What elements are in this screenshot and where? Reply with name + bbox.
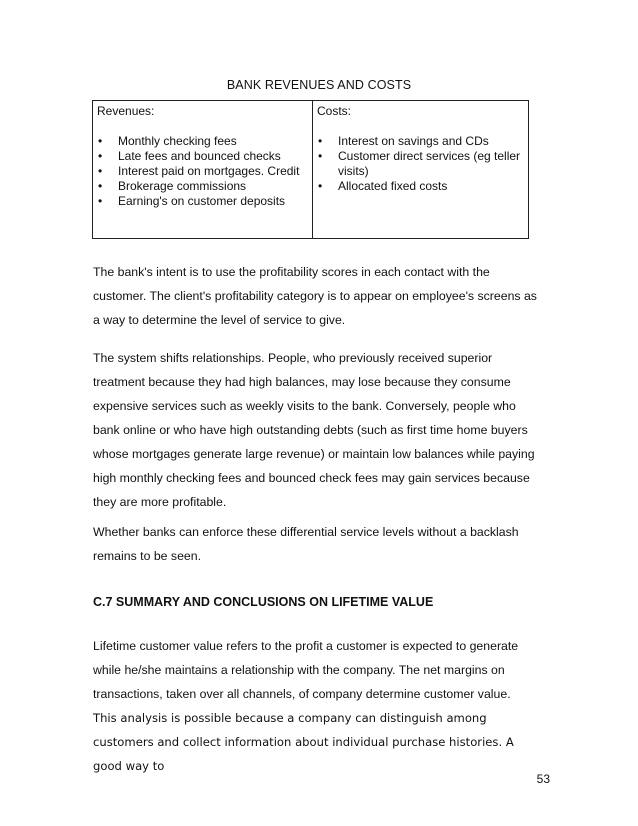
paragraph-profitability-intent: The bank's intent is to use the profitability scores in each contact with the customer. The client's profitability category is to appear on employee's screens as a way to determine the level of service to give. [93, 265, 537, 327]
costs-cell [313, 101, 528, 238]
costs-list [317, 134, 522, 194]
revenue-item: • Brokerage commissions [97, 179, 306, 194]
paragraph-lifetime-value: Lifetime customer value refers to the profit a customer is expected to generate while he/she maintains a relationship with the company. The net margins on transactions, taken over all channels, of company determine customer value. [93, 639, 519, 701]
paragraph-backlash: Whether banks can enforce these differential service levels without a backlash remains to be seen. [93, 525, 519, 563]
table-title: BANK REVENUES AND COSTS [226, 78, 412, 92]
cost-item: • Interest on savings and CDs [317, 134, 522, 149]
revenue-item: • Earning's on customer deposits [97, 194, 306, 209]
revenues-cell [93, 101, 313, 238]
revenue-item: • Interest paid on mortgages. Credit [97, 164, 306, 179]
revenue-item: • Late fees and bounced checks [97, 149, 306, 164]
cost-item: • Customer direct services (eg teller visits) [317, 149, 522, 179]
revenues-list [97, 134, 306, 209]
revenues-heading: Revenues: [97, 104, 155, 118]
revenue-item: • Monthly checking fees [97, 134, 306, 149]
costs-heading: Costs: [317, 104, 352, 118]
revenues-costs-table [92, 100, 529, 239]
section-heading: C.7 SUMMARY AND CONCLUSIONS ON LIFETIME VALUE [93, 595, 434, 609]
page-number: 53 [536, 772, 550, 786]
paragraph-shifting-relationships: The system shifts relationships. People, who previously received superior treatment because they had high balances, may lose because they consume expensive services such as weekly visits to the bank. Conversely, people who bank online or who have high outstanding debts (such as first time home buyers whose mortgages generate large revenue) or maintain low balances while paying high monthly checking fees and bounced check fees may gain services because they are more profitable. [93, 351, 535, 509]
paragraph-analysis: This analysis is possible because a company can distinguish among customers and collect information about individual purchase histories. A good way to [93, 711, 514, 773]
cost-item: • Allocated fixed costs [317, 179, 522, 194]
